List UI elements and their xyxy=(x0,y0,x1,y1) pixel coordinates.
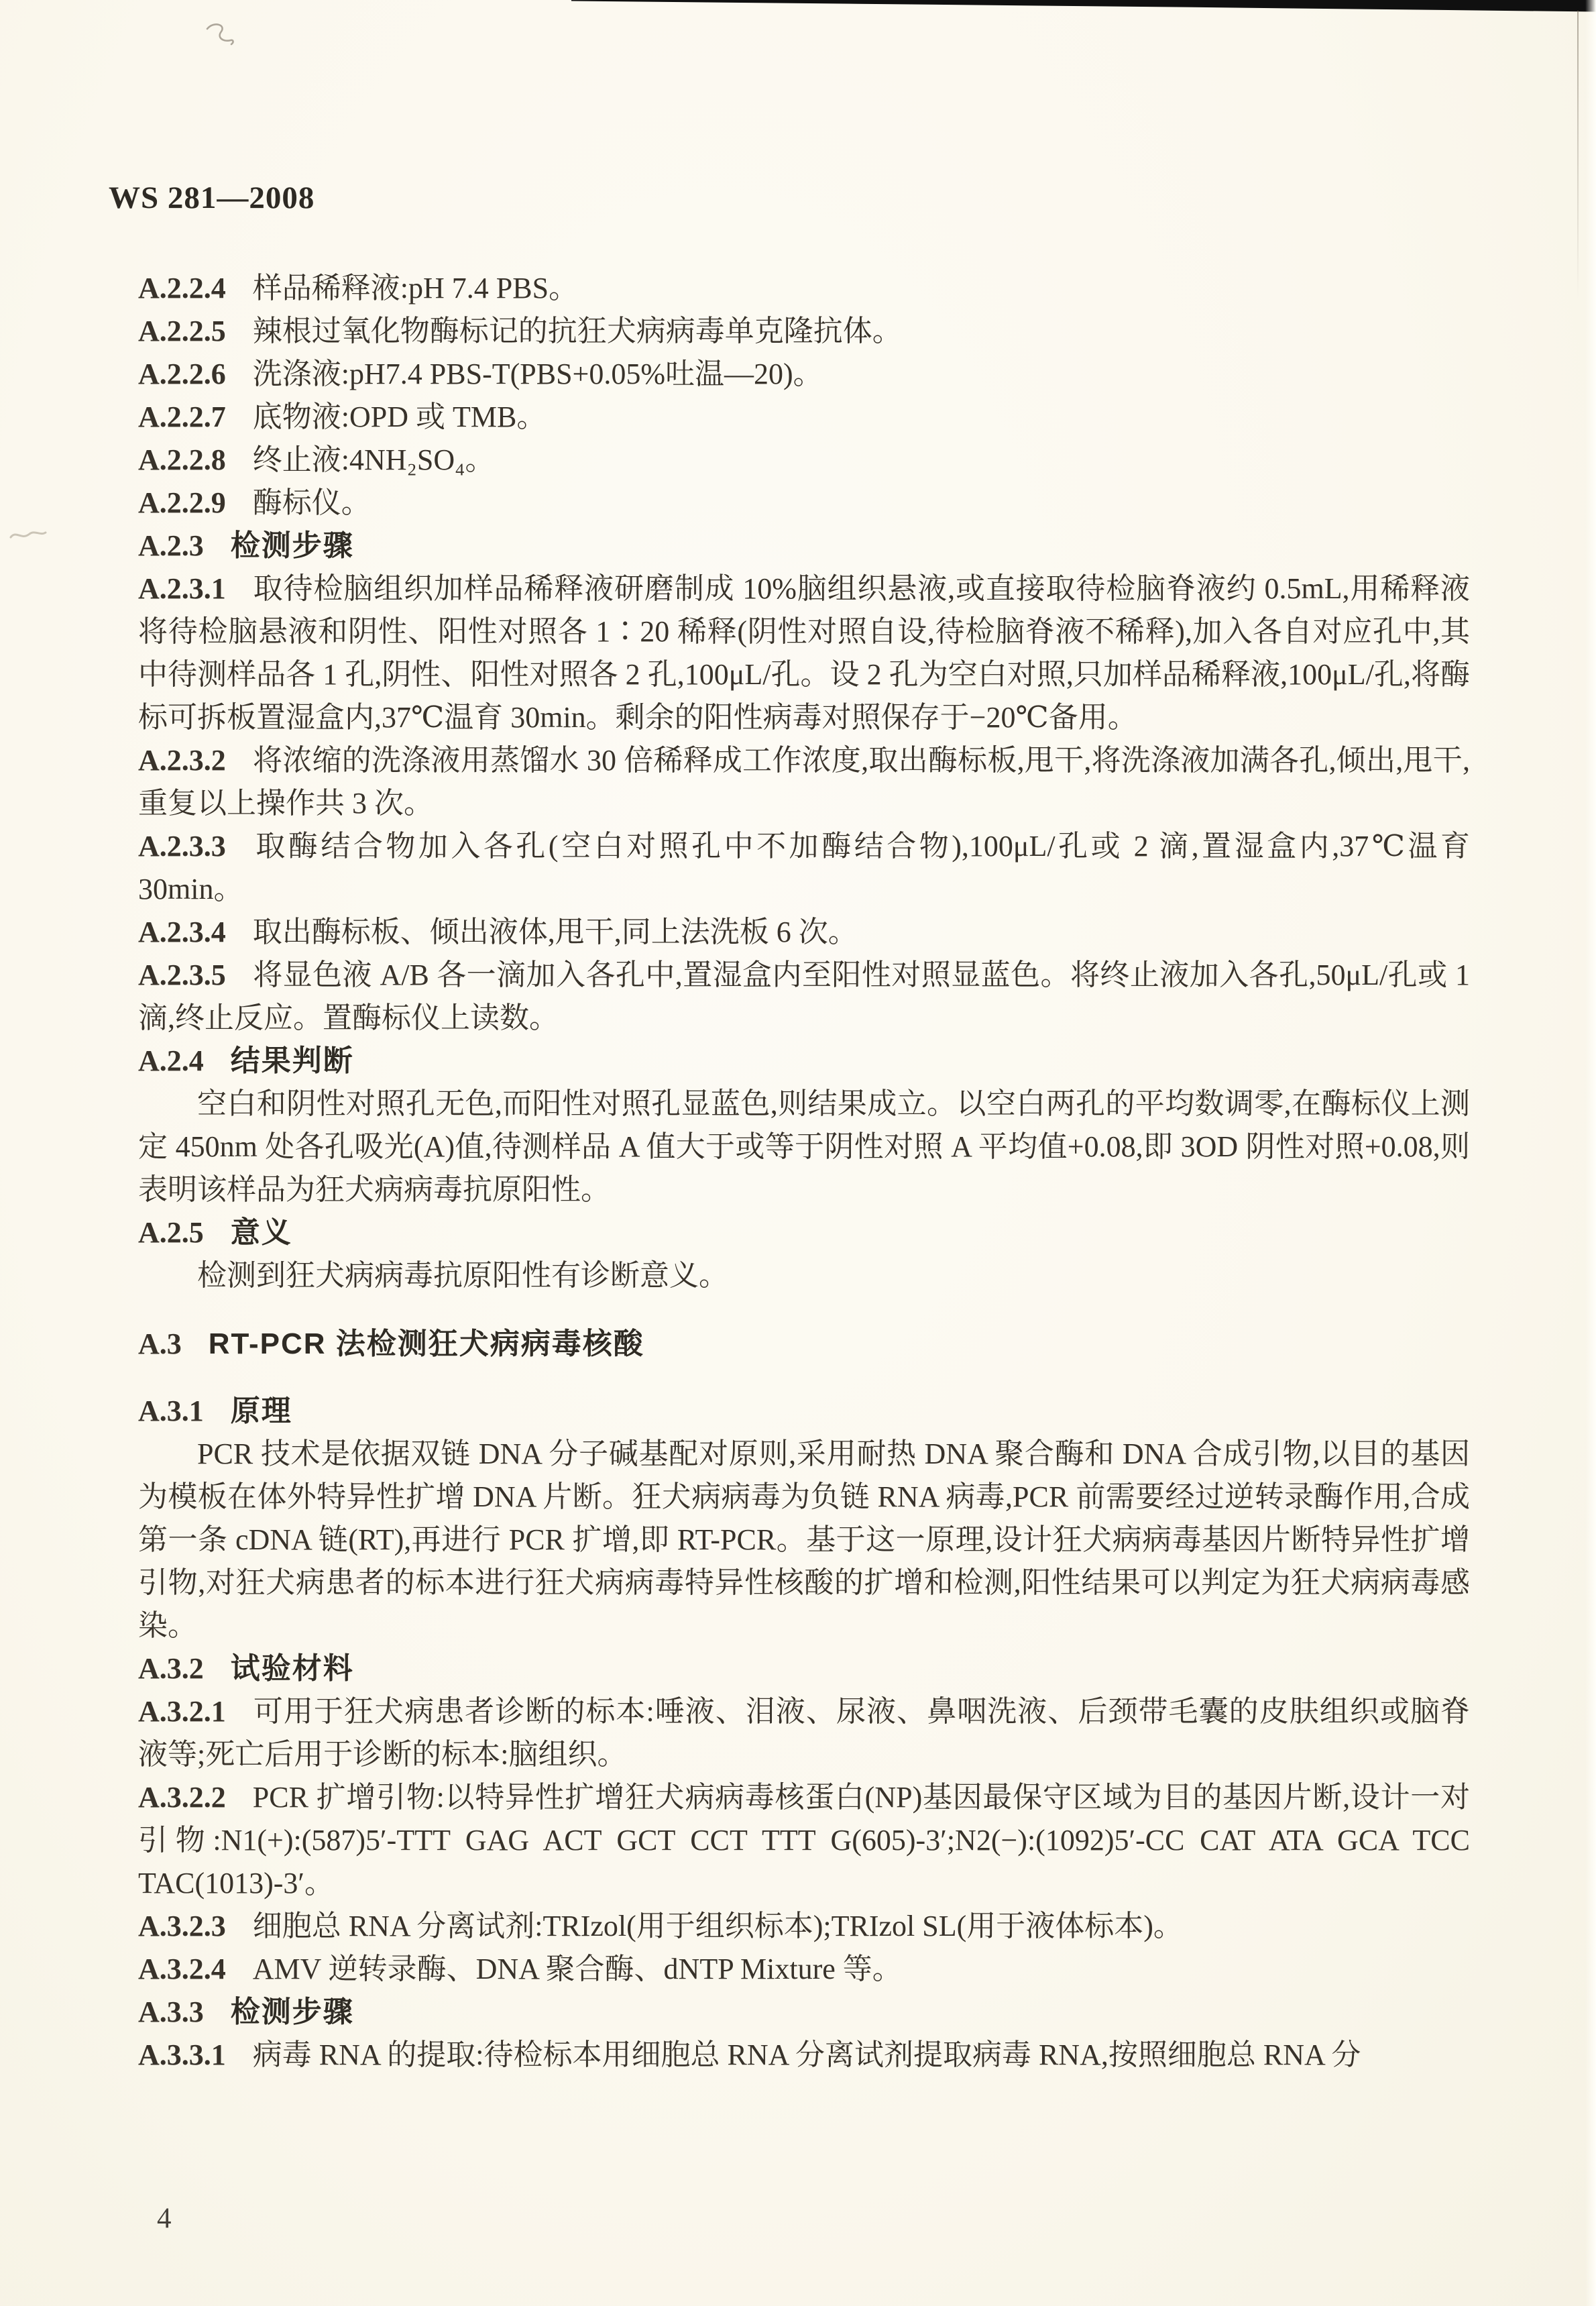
clause-text: RT-PCR 法检测狂犬病病毒核酸 xyxy=(208,1327,644,1360)
clause-paragraph xyxy=(138,1254,1470,1297)
document-body xyxy=(138,267,1470,2077)
clause-text: 酶标仪。 xyxy=(252,486,371,519)
clause-number: A.2.3.1 xyxy=(138,572,226,605)
section-heading xyxy=(138,1991,1470,2034)
clause-number: A.2.3.2 xyxy=(138,744,226,777)
clause-number: A.3 xyxy=(138,1327,182,1360)
clause-number: A.3.3.1 xyxy=(138,2038,226,2071)
clause-number: A.2.2.6 xyxy=(138,358,226,390)
scan-edge-artifact xyxy=(571,0,1596,13)
clause-paragraph xyxy=(138,396,1470,439)
clause-text: 取出酶标板、倾出液体,甩干,同上法洗板 6 次。 xyxy=(252,916,858,948)
clause-number: A.2.3 xyxy=(138,529,204,562)
clause-text: 意义 xyxy=(230,1216,292,1249)
section-heading xyxy=(138,525,1470,567)
section-heading xyxy=(138,1390,1470,1433)
clause-text: 细胞总 RNA 分离试剂:TRIzol(用于组织标本);TRIzol SL(用于液体标本)。 xyxy=(252,1910,1183,1942)
clause-number: A.3.1 xyxy=(138,1394,204,1427)
clause-text: PCR 技术是依据双链 DNA 分子碱基配对原则,采用耐热 DNA 聚合酶和 DNA 合成引物,以目的基因为模板在体外特异性扩增 DNA 片断。狂犬病病毒为负链 RNA 病毒,PCR 前需要经过逆转录酶作用,合成第一条 cDNA 链(RT),再进行 PCR 扩增,即 RT-PCR。基于这一原理,设计狂犬病病毒基因片断特异性扩增引物,对狂犬病患者的标本进行狂犬病病毒特异性核酸的扩增和检测,阳性结果可以判定为狂犬病病毒感染。 xyxy=(138,1437,1470,1642)
section-heading xyxy=(138,1040,1470,1083)
clause-text: 原理 xyxy=(230,1394,292,1427)
clause-paragraph xyxy=(138,1948,1470,1991)
pencil-scribble-mark xyxy=(9,527,48,543)
clause-text: 病毒 RNA 的提取:待检标本用细胞总 RNA 分离试剂提取病毒 RNA,按照细胞总 RNA 分 xyxy=(252,2038,1361,2071)
standard-number-header: WS 281—2008 xyxy=(109,180,315,215)
clause-text: AMV 逆转录酶、DNA 聚合酶、dNTP Mixture 等。 xyxy=(252,1953,902,1985)
clause-number: A.2.5 xyxy=(138,1216,204,1249)
scan-edge-highlight xyxy=(1585,0,1596,2306)
clause-text: PCR 扩增引物:以特异性扩增狂犬病病毒核蛋白(NP)基因最保守区域为目的基因片断,设计一对引物:N1(+):(587)5′-TTT GAG ACT GCT CCT TTT G(605)-3′;N2(−):(1092)5′-CC CAT ATA GCA TCC TAC(1013)-3′。 xyxy=(138,1781,1470,1900)
clause-paragraph xyxy=(138,439,1470,482)
clause-text: 洗涤液:pH7.4 PBS-T(PBS+0.05%吐温—20)。 xyxy=(252,358,823,390)
section-heading xyxy=(138,1323,1470,1366)
clause-text: 辣根过氧化物酶标记的抗狂犬病病毒单克隆抗体。 xyxy=(252,315,902,347)
clause-text: 取酶结合物加入各孔(空白对照孔中不加酶结合物),100μL/孔或 2 滴,置湿盒内,37℃温育 30min。 xyxy=(138,830,1470,905)
clause-number: A.3.3 xyxy=(138,1995,204,2028)
section-heading xyxy=(138,1647,1470,1690)
clause-text: 底物液:OPD 或 TMB。 xyxy=(252,400,547,433)
clause-paragraph xyxy=(138,1083,1470,1211)
section-heading xyxy=(138,1211,1470,1254)
clause-text: 终止液:4NH₂SO₄。 xyxy=(252,443,495,476)
clause-paragraph xyxy=(138,310,1470,353)
clause-number: A.3.2 xyxy=(138,1652,204,1685)
clause-text: 样品稀释液:pH 7.4 PBS。 xyxy=(252,272,579,305)
clause-paragraph xyxy=(138,739,1470,825)
clause-number: A.3.2.4 xyxy=(138,1953,226,1985)
clause-number: A.2.3.5 xyxy=(138,958,226,991)
clause-text: 检测步骤 xyxy=(230,529,354,562)
clause-text: 检测步骤 xyxy=(230,1995,354,2028)
clause-paragraph xyxy=(138,567,1470,739)
clause-text: 可用于狂犬病患者诊断的标本:唾液、泪液、尿液、鼻咽洗液、后颈带毛囊的皮肤组织或脑脊液等;死亡后用于诊断的标本:脑组织。 xyxy=(138,1695,1470,1771)
clause-number: A.2.2.9 xyxy=(138,486,226,519)
clause-number: A.2.2.5 xyxy=(138,315,226,347)
clause-paragraph xyxy=(138,1433,1470,1647)
clause-paragraph xyxy=(138,911,1470,954)
clause-number: A.2.3.4 xyxy=(138,916,226,948)
clause-number: A.3.2.2 xyxy=(138,1781,226,1814)
clause-text: 取待检脑组织加样品稀释液研磨制成 10%脑组织悬液,或直接取待检脑脊液约 0.5mL,用稀释液将待检脑悬液和阴性、阳性对照各 1∶20 稀释(阴性对照自设,待检脑脊液不稀释),加入各自对应孔中,其中待测样品各 1 孔,阴性、阳性对照各 2 孔,100μL/孔。设 2 孔为空白对照,只加样品稀释液,100μL/孔,将酶标可拆板置湿盒内,37℃温育 30min。剩余的阳性病毒对照保存于−20℃备用。 xyxy=(138,572,1470,734)
clause-number: A.2.2.4 xyxy=(138,272,226,305)
paper-crease xyxy=(1577,11,1579,299)
clause-paragraph xyxy=(138,825,1470,911)
pen-scribble-mark xyxy=(203,22,238,54)
clause-number: A.2.4 xyxy=(138,1044,204,1077)
clause-paragraph xyxy=(138,267,1470,310)
clause-paragraph xyxy=(138,1776,1470,1905)
clause-paragraph xyxy=(138,2034,1470,2077)
clause-text: 将浓缩的洗涤液用蒸馏水 30 倍稀释成工作浓度,取出酶标板,甩干,将洗涤液加满各孔,倾出,甩干,重复以上操作共 3 次。 xyxy=(138,744,1470,820)
clause-paragraph xyxy=(138,482,1470,525)
clause-number: A.2.2.7 xyxy=(138,400,226,433)
clause-number: A.3.2.3 xyxy=(138,1910,226,1942)
page-number: 4 xyxy=(157,2203,172,2234)
clause-paragraph xyxy=(138,954,1470,1040)
clause-text: 将显色液 A/B 各一滴加入各孔中,置湿盒内至阳性对照显蓝色。将终止液加入各孔,50μL/孔或 1 滴,终止反应。置酶标仪上读数。 xyxy=(138,958,1470,1034)
clause-paragraph xyxy=(138,1690,1470,1776)
clause-number: A.2.3.3 xyxy=(138,830,226,863)
clause-text: 空白和阴性对照孔无色,而阳性对照孔显蓝色,则结果成立。以空白两孔的平均数调零,在酶标仪上测定 450nm 处各孔吸光(A)值,待测样品 A 值大于或等于阴性对照 A 平均值+0.08,即 3OD 阴性对照+0.08,则表明该样品为狂犬病病毒抗原阳性。 xyxy=(138,1087,1470,1206)
clause-text: 试验材料 xyxy=(230,1652,354,1685)
clause-text: 检测到狂犬病病毒抗原阳性有诊断意义。 xyxy=(197,1259,728,1292)
clause-paragraph xyxy=(138,353,1470,396)
clause-paragraph xyxy=(138,1905,1470,1948)
clause-text: 结果判断 xyxy=(230,1044,354,1077)
clause-number: A.2.2.8 xyxy=(138,443,226,476)
clause-number: A.3.2.1 xyxy=(138,1695,226,1728)
